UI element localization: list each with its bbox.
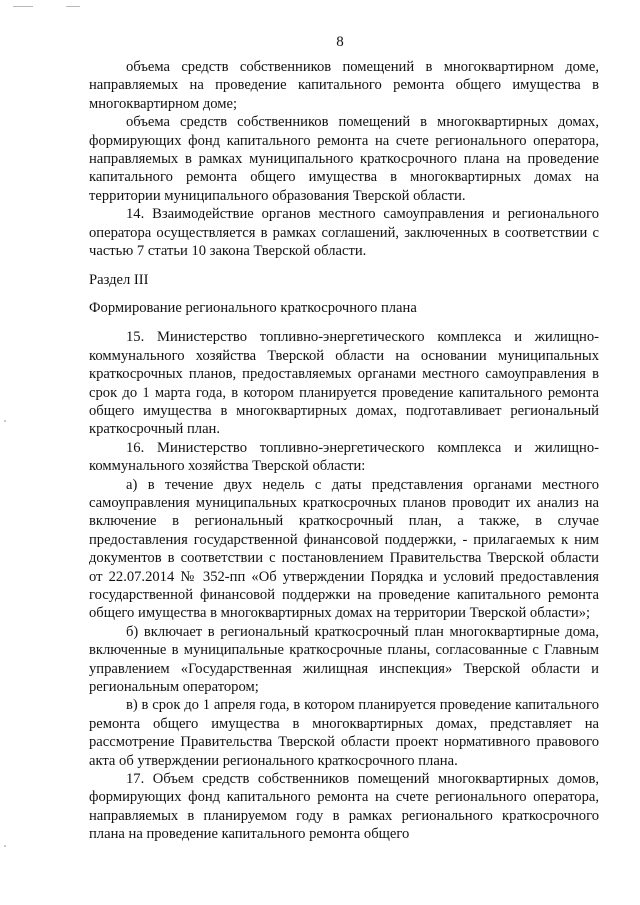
- paragraph: 17. Объем средств собственников помещений многоквартирных домов, формирующих фонд капитального ремонта на счете регионального оператора, направляемых в планируемом году в рамках регионального краткосрочного плана на проведение капитального ремонта общего: [89, 771, 599, 843]
- scan-artifact: [66, 6, 80, 7]
- scan-artifact: [4, 420, 6, 422]
- list-item: а) в течение двух недель с даты представления органами местного самоуправления муниципальных краткосрочных планов проводит их анализ на включение в региональный краткосрочный план, а также, в случае предоставления государственной финансовой поддержки, - прилагаемых к ним документов в соответствии с постановлением Правительства Тверской области от 22.07.2014 № 352-пп «Об утверждении Порядка и условий предоставления государственной финансовой поддержки на проведение капитального ремонта общего имущества в многоквартирных домах на территории Тверской области»;: [89, 476, 599, 622]
- paragraph: объема средств собственников помещений в многоквартирном доме, направляемых на проведение капитального ремонта общего имущества в многоквартирном доме;: [89, 59, 599, 112]
- list-item: б) включает в региональный краткосрочный план многоквартирные дома, включенные в муниципальные краткосрочные планы, согласованные с Главным управлением «Государственная жилищная инспекция» Тверской области и региональным оператором;: [89, 623, 599, 695]
- scan-artifact: [13, 6, 33, 7]
- section-title: Формирование регионального краткосрочного плана: [89, 299, 417, 316]
- list-item: в) в срок до 1 апреля года, в котором планируется проведение капитального ремонта общего имущества в многоквартирных домах, представляет на рассмотрение Правительства Тверской области проект нормативного правового акта об утверждении регионального краткосрочного плана.: [89, 697, 599, 769]
- page-number: 8: [336, 34, 344, 50]
- section-label: Раздел III: [89, 272, 149, 289]
- document-body: [89, 58, 599, 844]
- paragraph: 15. Министерство топливно-энергетического комплекса и жилищно-коммунального хозяйства Тверской области на основании муниципальных краткосрочных планов, предоставляемых органами местного самоуправления в срок до 1 марта года, в котором планируется проведение капитального ремонта общего имущества в многоквартирных домах, подготавливает региональный краткосрочный план.: [89, 329, 599, 438]
- paragraph: объема средств собственников помещений в многоквартирных домах, формирующих фонд капитального ремонта на счете регионального оператора, направляемых в рамках муниципального краткосрочного плана на проведение капитального ремонта общего имущества в многоквартирных домах на территории муниципального образования Тверской области.: [89, 114, 599, 204]
- paragraph: 16. Министерство топливно-энергетического комплекса и жилищно-коммунального хозяйства Тверской области:: [89, 439, 599, 475]
- scan-artifact: [4, 845, 6, 847]
- paragraph: 14. Взаимодействие органов местного самоуправления и регионального оператора осуществляется в рамках соглашений, заключенных в соответствии с частью 7 статьи 10 закона Тверской области.: [89, 206, 599, 260]
